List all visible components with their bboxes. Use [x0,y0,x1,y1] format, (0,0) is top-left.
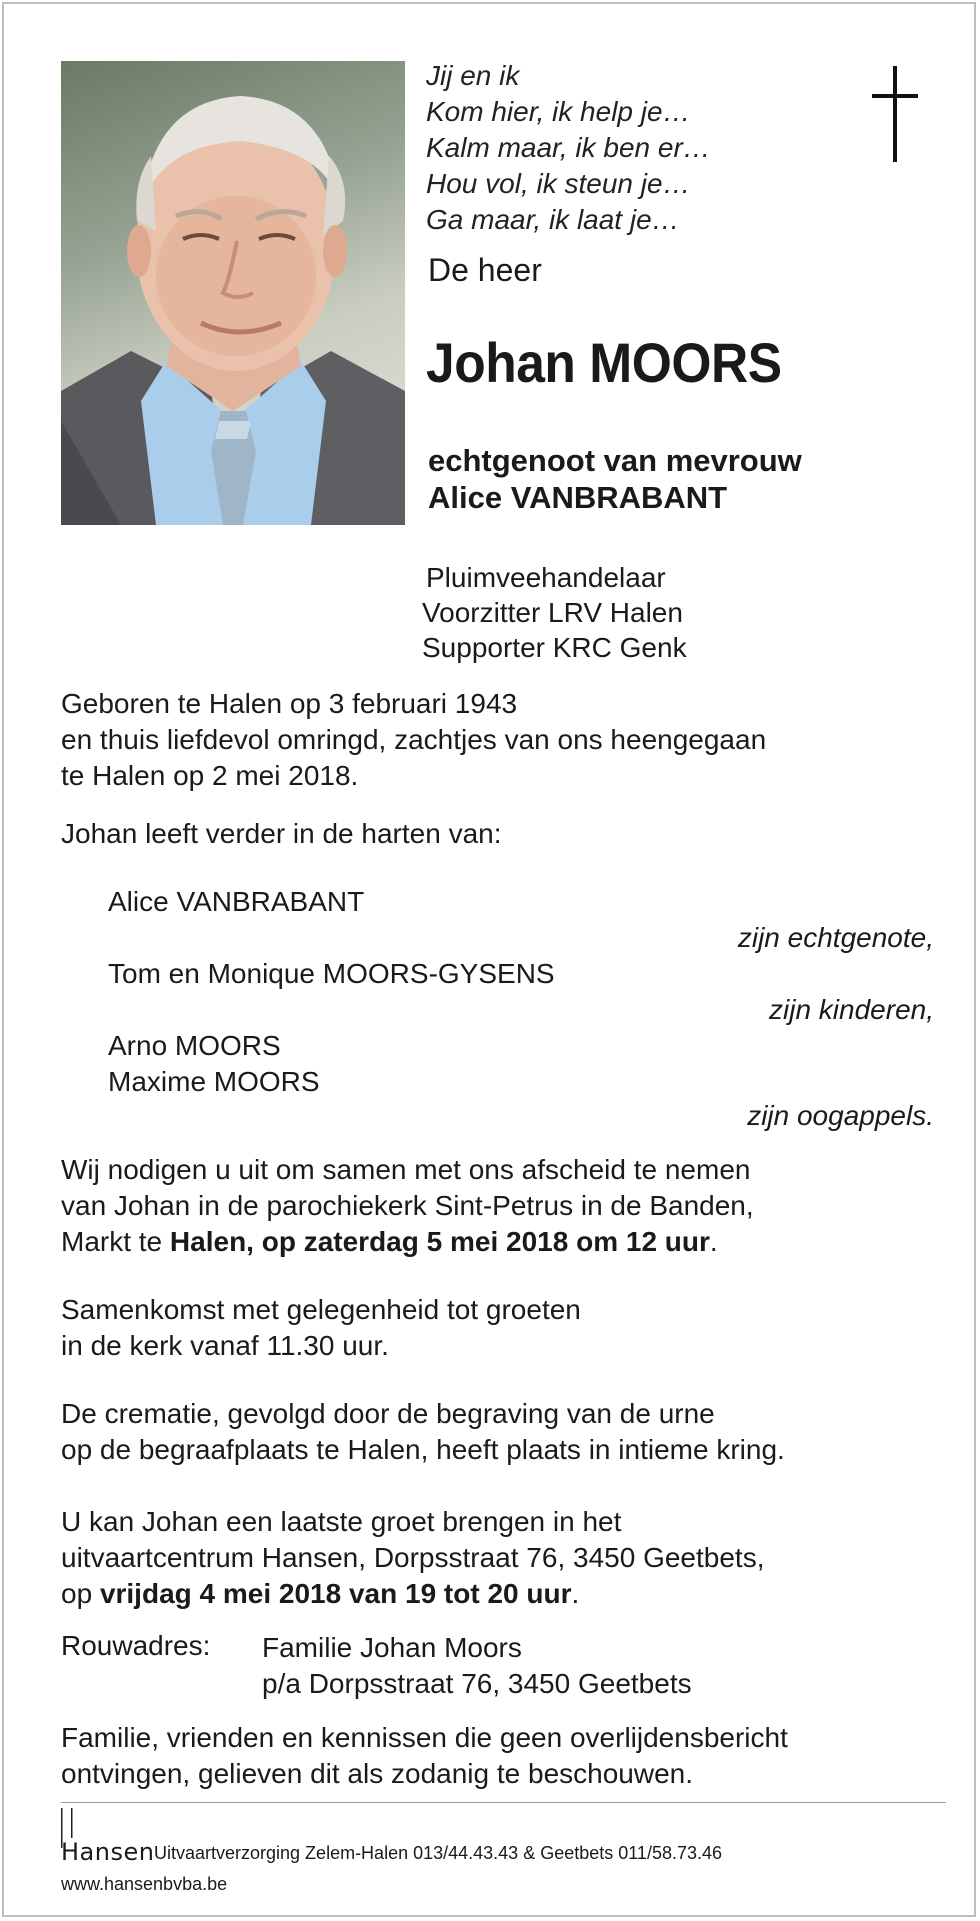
occupation-item: Supporter KRC Genk [422,632,687,663]
paragraph-line: te Halen op 2 mei 2018. [61,760,359,791]
relative-name: Alice VANBRABANT [108,886,365,917]
paragraph-line: uitvaartcentrum Hansen, Dorpsstraat 76, 3450 Geetbets, [61,1542,765,1573]
address-lines [262,1630,692,1702]
birth-death-paragraph [61,686,766,794]
poem-line: Jij en ik [426,60,520,91]
relative-name: Tom en Monique MOORS-GYSENS [108,958,555,989]
obituary-card [2,2,976,1917]
cremation-paragraph [61,1396,785,1468]
paragraph-line: in de kerk vanaf 11.30 uur. [61,1330,389,1361]
visitation-date: vrijdag 4 mei 2018 van 19 tot 20 uur [99,1578,572,1609]
portrait-photo-icon [61,61,405,525]
relative-role: zijn kinderen, [769,994,934,1025]
website-link[interactable]: www.hansenbvba.be [61,1874,228,1894]
spouse-line: echtgenoot van mevrouw [428,443,802,478]
deceased-name: Johan MOORS [426,331,782,394]
spouse-info [428,442,802,516]
poem-line: Kalm maar, ik ben er… [426,132,711,163]
poem-line: Ga maar, ik laat je… [426,204,680,235]
relative-name [108,1028,320,1100]
paragraph-line: De crematie, gevolgd door de begraving van de urne [61,1398,715,1429]
relative-name-line: Maxime MOORS [108,1066,320,1097]
poem-line: Kom hier, ik help je… [426,96,691,127]
address-label: Rouwadres: [61,1630,211,1661]
address-line: p/a Dorpsstraat 76, 3450 Geetbets [262,1668,692,1699]
paragraph-line: op de begraafplaats te Halen, heeft plaats in intieme kring. [61,1434,785,1465]
line-prefix: op [61,1578,100,1609]
occupations [422,560,687,665]
relative-name-line: Arno MOORS [108,1030,281,1061]
paragraph-line [61,1224,754,1260]
line-suffix: . [709,1226,718,1257]
title-prefix: De heer [428,252,542,288]
cross-icon [872,66,918,162]
paragraph-line: Wij nodigen u uit om samen met ons afscheid te nemen [61,1154,751,1185]
ceremony-date: Halen, op zaterdag 5 mei 2018 om 12 uur [169,1226,710,1257]
closing-paragraph [61,1720,788,1792]
footer-divider [61,1802,946,1803]
paragraph-line: Familie, vrienden en kennissen die geen overlijdensbericht [61,1722,788,1753]
paragraph-line: ontvingen, gelieven dit als zodanig te beschouwen. [61,1758,693,1789]
paragraph-line: van Johan in de parochiekerk Sint-Petrus in de Banden, [61,1190,754,1221]
visitation-paragraph [61,1504,765,1612]
funeral-home-info: Uitvaartverzorging Zelem-Halen 013/44.43.43 & Geetbets 011/58.73.46 [154,1843,723,1863]
hansen-logo-text: Hansen [61,1838,155,1866]
portrait-illustration [61,61,405,525]
paragraph-line: U kan Johan een laatste groet brengen in het [61,1506,622,1537]
paragraph-line [61,1576,765,1612]
ceremony-paragraph [61,1152,754,1260]
paragraph-line: Geboren te Halen op 3 februari 1943 [61,688,518,719]
poem-line: Hou vol, ik steun je… [426,168,691,199]
occupation-item: Pluimveehandelaar [426,562,666,593]
gathering-paragraph [61,1292,581,1364]
relative-role: zijn oogappels. [747,1100,934,1131]
lives-on-intro: Johan leeft verder in de harten van: [61,818,502,849]
poem [426,58,711,238]
address-line: Familie Johan Moors [262,1632,522,1663]
paragraph-line: Samenkomst met gelegenheid tot groeten [61,1294,581,1325]
occupation-item: Voorzitter LRV Halen [422,597,683,628]
spouse-name: Alice VANBRABANT [428,480,728,515]
line-suffix: . [571,1578,580,1609]
line-prefix: Markt te [61,1226,170,1257]
relative-role: zijn echtgenote, [737,922,934,953]
paragraph-line: en thuis liefdevol omringd, zachtjes van ons heengegaan [61,724,767,755]
